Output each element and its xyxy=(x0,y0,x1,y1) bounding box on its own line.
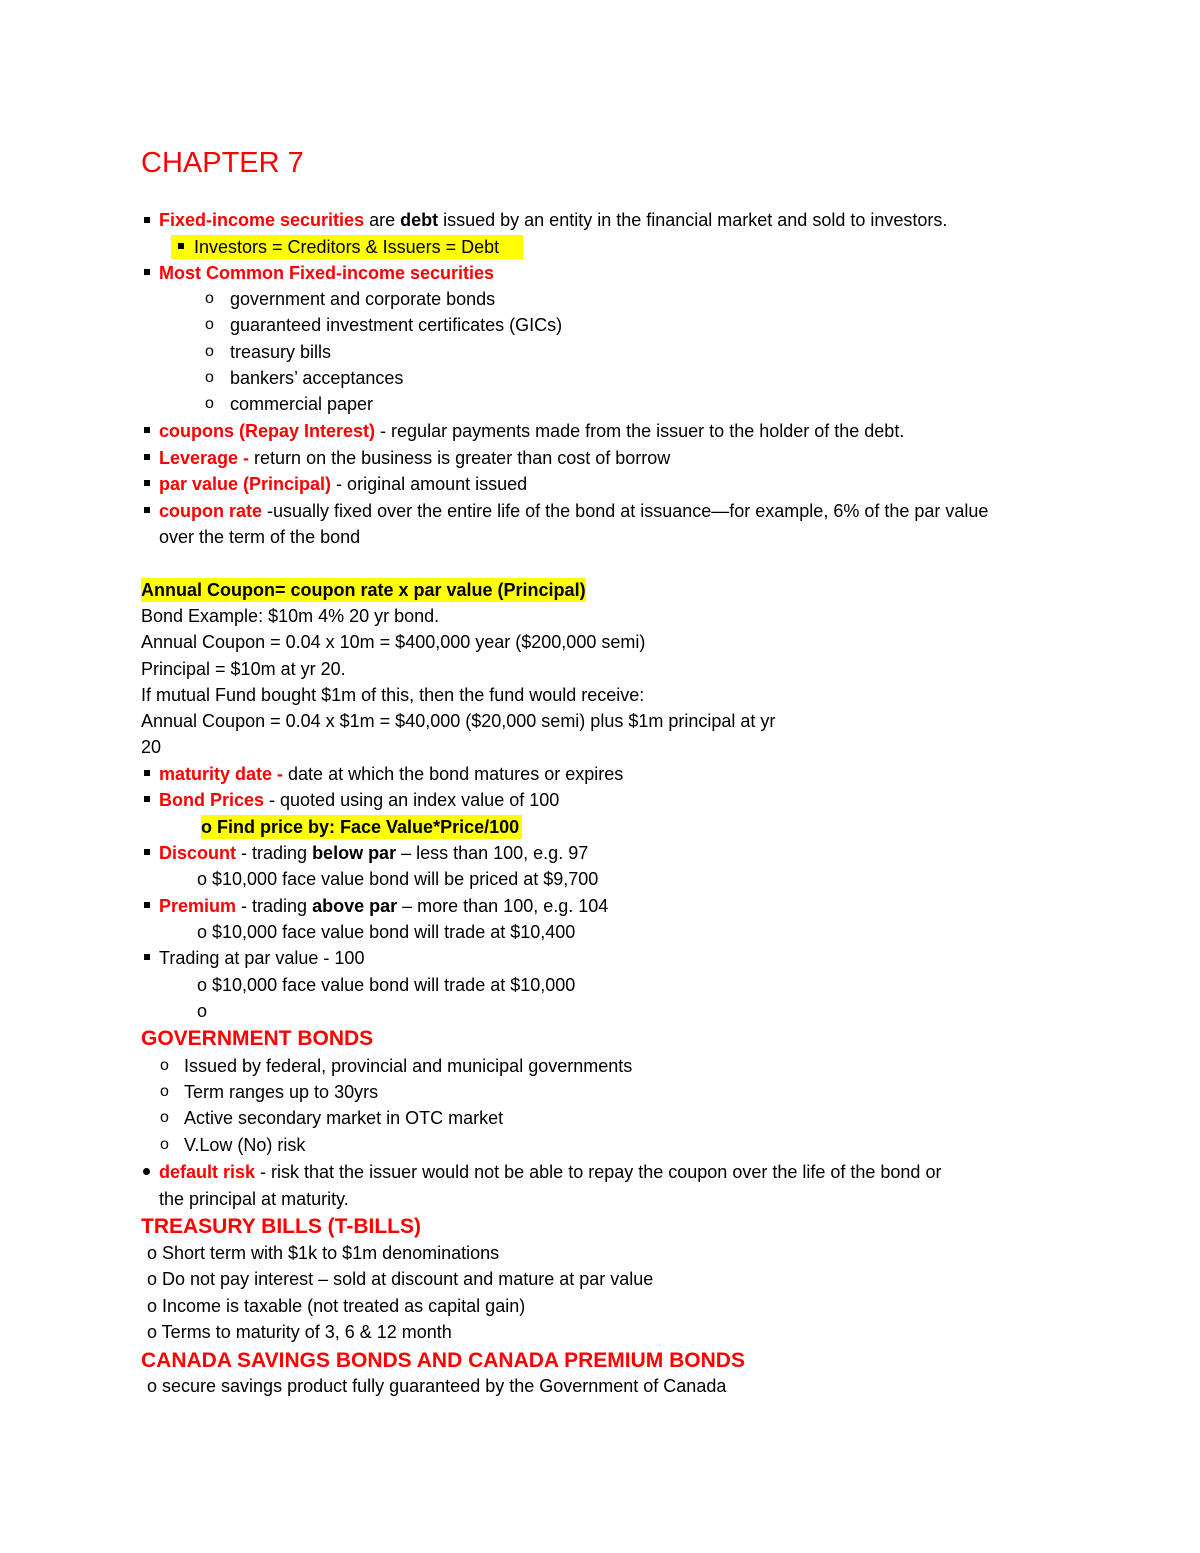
circle-bullet-icon: o xyxy=(160,1057,169,1074)
bold-below-par: below par xyxy=(312,843,397,863)
square-bullet-icon xyxy=(178,243,184,249)
circle-bullet-icon: o xyxy=(160,1109,169,1126)
text-fragment: - regular payments made from the issuer to the holder of the debt. xyxy=(375,421,905,441)
square-bullet-icon xyxy=(144,796,150,802)
list-item: bankers’ acceptances xyxy=(230,368,404,388)
discount-example: o $10,000 face value bond will be priced at $9,700 xyxy=(197,869,599,889)
text-fragment: – less than 100, e.g. 97 xyxy=(396,843,589,863)
example-line: Annual Coupon = 0.04 x 10m = $400,000 year ($200,000 semi) xyxy=(141,632,646,652)
list-item: commercial paper xyxy=(230,394,374,414)
term-leverage: Leverage - xyxy=(159,448,250,468)
list-item: Active secondary market in OTC market xyxy=(184,1108,504,1128)
circle-bullet-icon: o xyxy=(205,316,214,333)
list-item: V.Low (No) risk xyxy=(184,1135,306,1155)
circle-bullet-icon: o xyxy=(205,369,214,386)
example-line: Principal = $10m at yr 20. xyxy=(141,659,346,679)
example-line: Bond Example: $10m 4% 20 yr bond. xyxy=(141,606,440,626)
term-discount: Discount xyxy=(159,843,237,863)
term-maturity-date: maturity date - xyxy=(159,764,284,784)
term-coupon-rate: coupon rate xyxy=(159,501,263,521)
fixed-income-line xyxy=(159,208,947,232)
list-item: o Do not pay interest – sold at discount and mature at par value xyxy=(147,1269,654,1289)
most-common-heading: Most Common Fixed-income securities xyxy=(159,263,495,283)
coupon-rate-continuation: over the term of the bond xyxy=(159,527,361,547)
circle-bullet-icon: o xyxy=(160,1136,169,1153)
term-bond-prices: Bond Prices xyxy=(159,790,265,810)
default-risk-line xyxy=(159,1160,941,1184)
term-coupons: coupons (Repay Interest) xyxy=(159,421,376,441)
square-bullet-icon xyxy=(144,770,150,776)
square-bullet-icon xyxy=(144,217,150,223)
term-premium: Premium xyxy=(159,896,237,916)
trading-at-par-line: Trading at par value - 100 xyxy=(159,948,365,968)
find-price-formula: o Find price by: Face Value*Price/100 xyxy=(201,815,522,839)
treasury-bills-heading: TREASURY BILLS (T-BILLS) xyxy=(141,1215,421,1238)
text-fragment: issued by an entity in the financial market and sold to investors. xyxy=(438,210,948,230)
bond-prices-line xyxy=(159,788,559,812)
leverage-line xyxy=(159,446,670,470)
premium-line xyxy=(159,894,608,918)
premium-example: o $10,000 face value bond will trade at $10,400 xyxy=(197,922,576,942)
square-bullet-icon xyxy=(144,454,150,460)
investors-note: Investors = Creditors & Issuers = Debt xyxy=(194,237,500,257)
term-par-value: par value (Principal) xyxy=(159,474,332,494)
square-bullet-icon xyxy=(144,507,150,513)
text-fragment: - original amount issued xyxy=(331,474,528,494)
text-fragment: are xyxy=(364,210,401,230)
text-fragment: -usually fixed over the entire life of the bond at issuance—for example, 6% of the par value xyxy=(262,501,989,521)
circle-bullet-icon: o xyxy=(205,343,214,360)
chapter-title: CHAPTER 7 xyxy=(141,147,304,179)
example-line: If mutual Fund bought $1m of this, then the fund would receive: xyxy=(141,685,645,705)
square-bullet-icon xyxy=(144,954,150,960)
coupon-rate-line xyxy=(159,499,988,523)
square-bullet-icon xyxy=(144,427,150,433)
text-fragment: - trading xyxy=(236,896,313,916)
list-item: o secure savings product fully guaranteed by the Government of Canada xyxy=(147,1376,727,1396)
maturity-line xyxy=(159,762,623,786)
square-bullet-icon xyxy=(144,849,150,855)
text-fragment: - trading xyxy=(236,843,313,863)
list-item: government and corporate bonds xyxy=(230,289,496,309)
text-fragment: - risk that the issuer would not be able to repay the coupon over the life of the bond or xyxy=(255,1162,942,1182)
example-line: Annual Coupon = 0.04 x $1m = $40,000 ($20,000 semi) plus $1m principal at yr xyxy=(141,711,776,731)
par-value-line xyxy=(159,472,527,496)
list-item: Term ranges up to 30yrs xyxy=(184,1082,379,1102)
square-bullet-icon xyxy=(144,480,150,486)
annual-coupon-formula: Annual Coupon= coupon rate x par value (Principal) xyxy=(141,580,586,600)
round-bullet-icon xyxy=(143,1168,150,1175)
example-line: 20 xyxy=(141,737,162,757)
circle-bullet-icon: o xyxy=(205,290,214,307)
term-fixed-income: Fixed-income securities xyxy=(159,210,365,230)
term-default-risk: default risk xyxy=(159,1162,256,1182)
coupons-line xyxy=(159,419,904,443)
text-fragment: return on the business is greater than cost of borrow xyxy=(249,448,671,468)
list-item: o Terms to maturity of 3, 6 & 12 month xyxy=(147,1322,452,1342)
text-fragment: – more than 100, e.g. 104 xyxy=(397,896,609,916)
canada-savings-bonds-heading: CANADA SAVINGS BONDS AND CANADA PREMIUM BONDS xyxy=(141,1349,745,1372)
text-fragment: - quoted using an index value of 100 xyxy=(264,790,560,810)
list-item: guaranteed investment certificates (GICs) xyxy=(230,315,563,335)
bold-above-par: above par xyxy=(312,896,398,916)
list-item: Issued by federal, provincial and municipal governments xyxy=(184,1056,633,1076)
text-fragment: date at which the bond matures or expires xyxy=(283,764,624,784)
square-bullet-icon xyxy=(144,269,150,275)
bold-debt: debt xyxy=(400,210,439,230)
circle-bullet-icon: o xyxy=(205,395,214,412)
default-risk-continuation: the principal at maturity. xyxy=(159,1189,349,1209)
par-example: o $10,000 face value bond will trade at $10,000 xyxy=(197,975,576,995)
circle-bullet-icon: o xyxy=(160,1083,169,1100)
government-bonds-heading: GOVERNMENT BONDS xyxy=(141,1027,374,1050)
discount-line xyxy=(159,841,588,865)
list-item: treasury bills xyxy=(230,342,332,362)
list-item: o Income is taxable (not treated as capital gain) xyxy=(147,1296,526,1316)
list-item: o Short term with $1k to $1m denominations xyxy=(147,1243,500,1263)
empty-list-item: o xyxy=(197,1001,208,1021)
square-bullet-icon xyxy=(144,902,150,908)
